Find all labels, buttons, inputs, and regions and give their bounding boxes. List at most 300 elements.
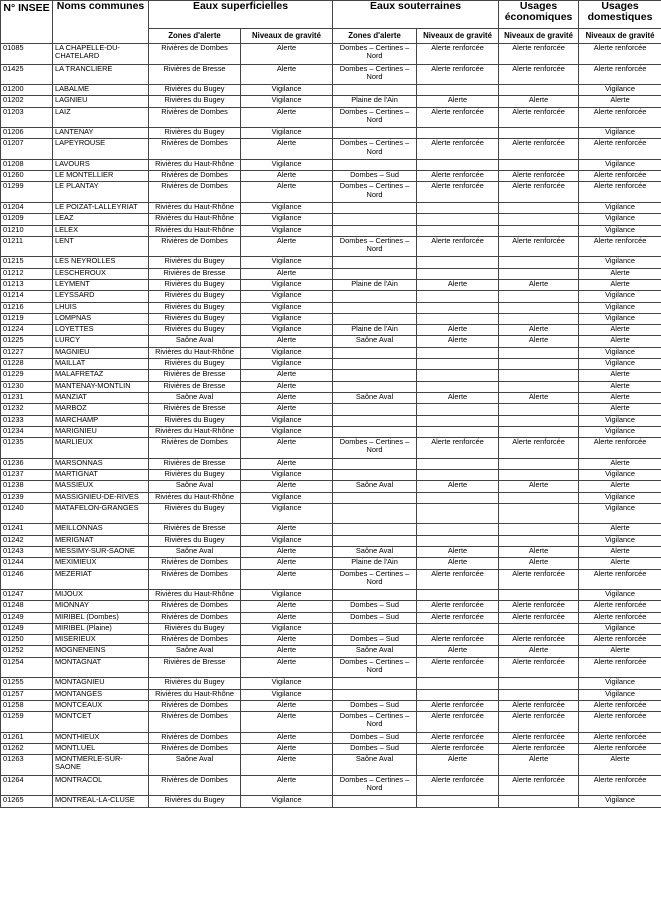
insee-cell: 01231 [1, 392, 53, 403]
insee-cell: 01248 [1, 601, 53, 612]
ground-zone [333, 214, 417, 225]
table-row [1, 381, 661, 392]
commune-name: MARSONNAS [53, 458, 149, 469]
surface-zone: Rivières de Bresse [149, 404, 241, 415]
ground-zone: Dombes – Sud [333, 732, 417, 743]
insee-cell: 01209 [1, 214, 53, 225]
insee-cell: 01252 [1, 646, 53, 657]
surface-level: Vigilance [241, 325, 333, 336]
domestic-level: Vigilance [579, 347, 661, 358]
ground-zone: Dombes – Certines – Nord [333, 182, 417, 203]
commune-name: MONTMERLE-SUR-SAONE [53, 755, 149, 776]
domestic-level: Alerte renforcée [579, 569, 661, 590]
economic-level: Alerte [499, 646, 579, 657]
surface-level: Vigilance [241, 202, 333, 213]
ground-level [417, 302, 499, 313]
ground-zone: Plaine de l'Ain [333, 325, 417, 336]
surface-level: Alerte [241, 481, 333, 492]
domestic-level: Vigilance [579, 623, 661, 634]
domestic-level: Alerte renforcée [579, 743, 661, 754]
economic-level: Alerte [499, 279, 579, 290]
ground-zone [333, 404, 417, 415]
commune-name: LOMPNAS [53, 313, 149, 324]
commune-name: MONTHIEUX [53, 732, 149, 743]
commune-name: MANZIAT [53, 392, 149, 403]
table-row [1, 796, 661, 807]
economic-level [499, 128, 579, 139]
ground-zone: Dombes – Certines – Nord [333, 44, 417, 65]
ground-zone [333, 257, 417, 268]
insee-cell: 01246 [1, 569, 53, 590]
surface-level: Vigilance [241, 590, 333, 601]
domestic-level: Vigilance [579, 359, 661, 370]
domestic-level: Alerte renforcée [579, 64, 661, 85]
insee-cell: 01210 [1, 225, 53, 236]
economic-level [499, 492, 579, 503]
commune-name: MEILLONNAS [53, 524, 149, 535]
domestic-level: Vigilance [579, 590, 661, 601]
ground-zone [333, 347, 417, 358]
economic-level [499, 202, 579, 213]
surface-zone: Rivières du Bugey [149, 291, 241, 302]
economic-level [499, 370, 579, 381]
economic-level [499, 302, 579, 313]
insee-cell: 01233 [1, 415, 53, 426]
commune-name: MALAFRETAZ [53, 370, 149, 381]
ground-level [417, 590, 499, 601]
surface-levels-subheader: Niveaux de gravité [241, 29, 333, 44]
ground-level: Alerte renforcée [417, 732, 499, 743]
surface-zone: Rivières de Dombes [149, 438, 241, 459]
surface-level: Vigilance [241, 535, 333, 546]
table-row [1, 657, 661, 678]
economic-level: Alerte renforcée [499, 657, 579, 678]
ground-level [417, 85, 499, 96]
domestic-level: Alerte renforcée [579, 44, 661, 65]
domestic-level: Alerte renforcée [579, 171, 661, 182]
surface-zone: Rivières de Dombes [149, 558, 241, 569]
insee-cell: 01228 [1, 359, 53, 370]
economic-level: Alerte renforcée [499, 107, 579, 128]
insee-cell: 01257 [1, 689, 53, 700]
ground-level [417, 347, 499, 358]
commune-name: LAVOURS [53, 159, 149, 170]
ground-level [417, 678, 499, 689]
insee-cell: 01247 [1, 590, 53, 601]
domestic-level: Alerte [579, 268, 661, 279]
ground-zone: Dombes – Certines – Nord [333, 775, 417, 796]
ground-level: Alerte [417, 96, 499, 107]
surface-zone: Rivières de Dombes [149, 732, 241, 743]
ground-zone [333, 202, 417, 213]
economic-level [499, 590, 579, 601]
ground-zone: Dombes – Sud [333, 743, 417, 754]
ground-level: Alerte [417, 755, 499, 776]
commune-name: LENT [53, 236, 149, 257]
domestic-level: Vigilance [579, 492, 661, 503]
commune-name: LAGNIEU [53, 96, 149, 107]
ground-level [417, 370, 499, 381]
ground-level: Alerte [417, 546, 499, 557]
commune-name: MIONNAY [53, 601, 149, 612]
economic-level: Alerte renforcée [499, 712, 579, 733]
ground-level [417, 689, 499, 700]
table-row [1, 347, 661, 358]
insee-cell: 01224 [1, 325, 53, 336]
surface-zone: Rivières du Bugey [149, 623, 241, 634]
ground-zone [333, 623, 417, 634]
surface-level: Vigilance [241, 678, 333, 689]
economic-level [499, 524, 579, 535]
ground-zone: Dombes – Sud [333, 700, 417, 711]
table-row [1, 225, 661, 236]
table-row [1, 182, 661, 203]
surface-level: Vigilance [241, 159, 333, 170]
economic-level: Alerte [499, 481, 579, 492]
table-row [1, 107, 661, 128]
surface-level: Vigilance [241, 85, 333, 96]
domestic-level: Alerte renforcée [579, 657, 661, 678]
ground-zone [333, 415, 417, 426]
table-row [1, 128, 661, 139]
insee-cell: 01299 [1, 182, 53, 203]
domestic-level: Alerte [579, 336, 661, 347]
commune-name: LANTENAY [53, 128, 149, 139]
commune-name: MEZERIAT [53, 569, 149, 590]
surface-level: Vigilance [241, 279, 333, 290]
surface-level: Alerte [241, 775, 333, 796]
ground-level: Alerte renforcée [417, 635, 499, 646]
ground-level: Alerte [417, 279, 499, 290]
commune-name: MARIGNIEU [53, 426, 149, 437]
surface-zone: Saône Aval [149, 336, 241, 347]
insee-cell: 01249 [1, 612, 53, 623]
ground-zone: Dombes – Certines – Nord [333, 236, 417, 257]
ground-level [417, 359, 499, 370]
table-row [1, 370, 661, 381]
domestic-level: Alerte renforcée [579, 700, 661, 711]
surface-zone: Rivières de Dombes [149, 775, 241, 796]
commune-name: MASSIGNIEU-DE-RIVES [53, 492, 149, 503]
ground-level [417, 458, 499, 469]
commune-name: LABALME [53, 85, 149, 96]
economic-level [499, 458, 579, 469]
insee-cell: 01250 [1, 635, 53, 646]
commune-name: MONTLUEL [53, 743, 149, 754]
ground-zone [333, 268, 417, 279]
surface-level: Alerte [241, 569, 333, 590]
insee-cell: 01236 [1, 458, 53, 469]
domestic-levels-subheader: Niveaux de gravité [579, 29, 661, 44]
commune-name: MARCHAMP [53, 415, 149, 426]
commune-name: LEAZ [53, 214, 149, 225]
insee-cell: 01207 [1, 139, 53, 160]
surface-level: Alerte [241, 44, 333, 65]
surface-level: Vigilance [241, 291, 333, 302]
surface-zone: Rivières de Bresse [149, 381, 241, 392]
economic-level: Alerte renforcée [499, 64, 579, 85]
table-row [1, 503, 661, 524]
surface-level: Alerte [241, 236, 333, 257]
domestic-level: Alerte [579, 325, 661, 336]
economic-level [499, 426, 579, 437]
surface-zone: Rivières du Haut-Rhône [149, 689, 241, 700]
ground-level [417, 623, 499, 634]
surface-water-header: Eaux superficielles [149, 1, 333, 29]
table-row [1, 755, 661, 776]
surface-level: Alerte [241, 370, 333, 381]
insee-cell: 01208 [1, 159, 53, 170]
commune-name: MONTREAL-LA-CLUSE [53, 796, 149, 807]
commune-name: MARLIEUX [53, 438, 149, 459]
surface-zone: Saône Aval [149, 546, 241, 557]
table-row [1, 257, 661, 268]
ground-zone: Dombes – Certines – Nord [333, 657, 417, 678]
ground-zone [333, 469, 417, 480]
ground-zone: Dombes – Certines – Nord [333, 712, 417, 733]
domestic-level: Alerte renforcée [579, 635, 661, 646]
domestic-level: Alerte renforcée [579, 775, 661, 796]
communes-header: Noms communes [53, 1, 149, 44]
insee-cell: 01229 [1, 370, 53, 381]
domestic-level: Vigilance [579, 535, 661, 546]
domestic-level: Alerte renforcée [579, 601, 661, 612]
ground-level [417, 214, 499, 225]
table-row [1, 404, 661, 415]
surface-zone: Rivières du Bugey [149, 85, 241, 96]
domestic-level: Vigilance [579, 426, 661, 437]
ground-level: Alerte renforcée [417, 601, 499, 612]
domestic-level: Vigilance [579, 159, 661, 170]
commune-name: MIJOUX [53, 590, 149, 601]
commune-name: LES NEYROLLES [53, 257, 149, 268]
domestic-level: Alerte renforcée [579, 612, 661, 623]
table-row [1, 415, 661, 426]
surface-zone: Rivières du Haut-Rhône [149, 347, 241, 358]
commune-name: LOYETTES [53, 325, 149, 336]
ground-level: Alerte renforcée [417, 44, 499, 65]
commune-name: MESSIMY-SUR-SAONE [53, 546, 149, 557]
commune-name: MONTCET [53, 712, 149, 733]
economic-level: Alerte [499, 755, 579, 776]
surface-zone: Rivières du Bugey [149, 796, 241, 807]
economic-level [499, 85, 579, 96]
surface-level: Vigilance [241, 347, 333, 358]
economic-level [499, 214, 579, 225]
insee-cell: 01232 [1, 404, 53, 415]
table-row [1, 359, 661, 370]
domestic-level: Alerte renforcée [579, 107, 661, 128]
ground-zone [333, 689, 417, 700]
table-row [1, 214, 661, 225]
domestic-level: Alerte [579, 96, 661, 107]
commune-name: LAIZ [53, 107, 149, 128]
table-row [1, 481, 661, 492]
surface-level: Vigilance [241, 492, 333, 503]
table-row [1, 313, 661, 324]
surface-level: Vigilance [241, 128, 333, 139]
surface-zone: Rivières de Dombes [149, 171, 241, 182]
domestic-level: Alerte [579, 646, 661, 657]
domestic-level: Alerte [579, 524, 661, 535]
ground-levels-subheader: Niveaux de gravité [417, 29, 499, 44]
surface-zone: Rivières du Bugey [149, 359, 241, 370]
surface-zone: Rivières du Bugey [149, 503, 241, 524]
table-row [1, 558, 661, 569]
economic-level [499, 503, 579, 524]
surface-level: Vigilance [241, 359, 333, 370]
surface-zone: Rivières du Bugey [149, 279, 241, 290]
surface-level: Vigilance [241, 302, 333, 313]
surface-zone: Rivières de Dombes [149, 700, 241, 711]
economic-level [499, 381, 579, 392]
surface-level: Alerte [241, 171, 333, 182]
commune-name: MONTCEAUX [53, 700, 149, 711]
commune-name: LE PLANTAY [53, 182, 149, 203]
ground-level: Alerte renforcée [417, 743, 499, 754]
surface-level: Alerte [241, 712, 333, 733]
surface-level: Vigilance [241, 796, 333, 807]
commune-name: MASSIEUX [53, 481, 149, 492]
table-row [1, 325, 661, 336]
economic-level [499, 347, 579, 358]
table-row [1, 743, 661, 754]
ground-level: Alerte renforcée [417, 139, 499, 160]
ground-zone: Dombes – Certines – Nord [333, 438, 417, 459]
table-row [1, 171, 661, 182]
surface-level: Alerte [241, 336, 333, 347]
insee-cell: 01237 [1, 469, 53, 480]
economic-level: Alerte renforcée [499, 635, 579, 646]
ground-zone [333, 492, 417, 503]
economic-level: Alerte renforcée [499, 612, 579, 623]
domestic-level: Alerte [579, 370, 661, 381]
commune-name: MAGNIEU [53, 347, 149, 358]
domestic-level: Vigilance [579, 128, 661, 139]
ground-zone: Dombes – Sud [333, 171, 417, 182]
table-row [1, 678, 661, 689]
surface-zone: Rivières de Dombes [149, 107, 241, 128]
domestic-level: Alerte [579, 392, 661, 403]
insee-cell: 01235 [1, 438, 53, 459]
commune-name: LEYMENT [53, 279, 149, 290]
commune-name: MIRIBEL (Dombes) [53, 612, 149, 623]
surface-zone: Rivières du Bugey [149, 302, 241, 313]
domestic-level: Vigilance [579, 469, 661, 480]
economic-level: Alerte [499, 546, 579, 557]
insee-cell: 01214 [1, 291, 53, 302]
surface-level: Vigilance [241, 469, 333, 480]
surface-zone: Rivières de Bresse [149, 268, 241, 279]
domestic-level: Vigilance [579, 85, 661, 96]
insee-cell: 01212 [1, 268, 53, 279]
ground-level: Alerte [417, 392, 499, 403]
table-row [1, 85, 661, 96]
ground-zone [333, 535, 417, 546]
domestic-level: Alerte renforcée [579, 712, 661, 733]
commune-name: LA CHAPELLE-DU-CHATELARD [53, 44, 149, 65]
insee-cell: 01203 [1, 107, 53, 128]
table-row [1, 535, 661, 546]
ground-zone [333, 291, 417, 302]
surface-zone: Rivières de Dombes [149, 569, 241, 590]
surface-zone: Rivières du Haut-Rhône [149, 426, 241, 437]
economic-level: Alerte renforcée [499, 236, 579, 257]
insee-cell: 01265 [1, 796, 53, 807]
ground-zone: Plaine de l'Ain [333, 279, 417, 290]
surface-zone: Rivières de Dombes [149, 44, 241, 65]
commune-name: MERIGNAT [53, 535, 149, 546]
economic-level [499, 404, 579, 415]
ground-zone: Saône Aval [333, 755, 417, 776]
ground-level [417, 313, 499, 324]
surface-level: Alerte [241, 438, 333, 459]
economic-level: Alerte renforcée [499, 139, 579, 160]
ground-zone: Saône Aval [333, 546, 417, 557]
ground-level: Alerte [417, 646, 499, 657]
economic-level [499, 268, 579, 279]
insee-cell: 01263 [1, 755, 53, 776]
economic-level [499, 535, 579, 546]
domestic-uses-header: Usages domestiques [579, 1, 661, 29]
insee-cell: 01241 [1, 524, 53, 535]
ground-level [417, 202, 499, 213]
economic-level: Alerte renforcée [499, 700, 579, 711]
ground-level [417, 524, 499, 535]
economic-level: Alerte [499, 336, 579, 347]
economic-level [499, 469, 579, 480]
surface-zone: Saône Aval [149, 392, 241, 403]
ground-level [417, 159, 499, 170]
surface-level: Alerte [241, 700, 333, 711]
ground-zone [333, 678, 417, 689]
economic-level [499, 689, 579, 700]
surface-zone: Rivières de Dombes [149, 182, 241, 203]
table-row [1, 524, 661, 535]
domestic-level: Alerte renforcée [579, 139, 661, 160]
commune-name: MOGNENEINS [53, 646, 149, 657]
economic-level [499, 796, 579, 807]
insee-header: N° INSEE [1, 1, 53, 44]
insee-cell: 01085 [1, 44, 53, 65]
table-row [1, 732, 661, 743]
table-row [1, 302, 661, 313]
insee-cell: 01255 [1, 678, 53, 689]
table-row [1, 712, 661, 733]
table-row [1, 268, 661, 279]
economic-level: Alerte renforcée [499, 743, 579, 754]
domestic-level: Vigilance [579, 796, 661, 807]
surface-level: Vigilance [241, 503, 333, 524]
commune-name: MONTAGNIEU [53, 678, 149, 689]
surface-level: Alerte [241, 381, 333, 392]
ground-zone [333, 426, 417, 437]
domestic-level: Vigilance [579, 302, 661, 313]
domestic-level: Alerte [579, 404, 661, 415]
surface-level: Vigilance [241, 426, 333, 437]
ground-zone [333, 458, 417, 469]
surface-zone: Rivières du Bugey [149, 415, 241, 426]
surface-zone: Rivières de Bresse [149, 657, 241, 678]
surface-level: Alerte [241, 657, 333, 678]
table-row [1, 546, 661, 557]
surface-zone: Rivières du Haut-Rhône [149, 159, 241, 170]
surface-level: Alerte [241, 612, 333, 623]
insee-cell: 01242 [1, 535, 53, 546]
table-row [1, 612, 661, 623]
ground-zone: Plaine de l'Ain [333, 96, 417, 107]
ground-level: Alerte renforcée [417, 712, 499, 733]
